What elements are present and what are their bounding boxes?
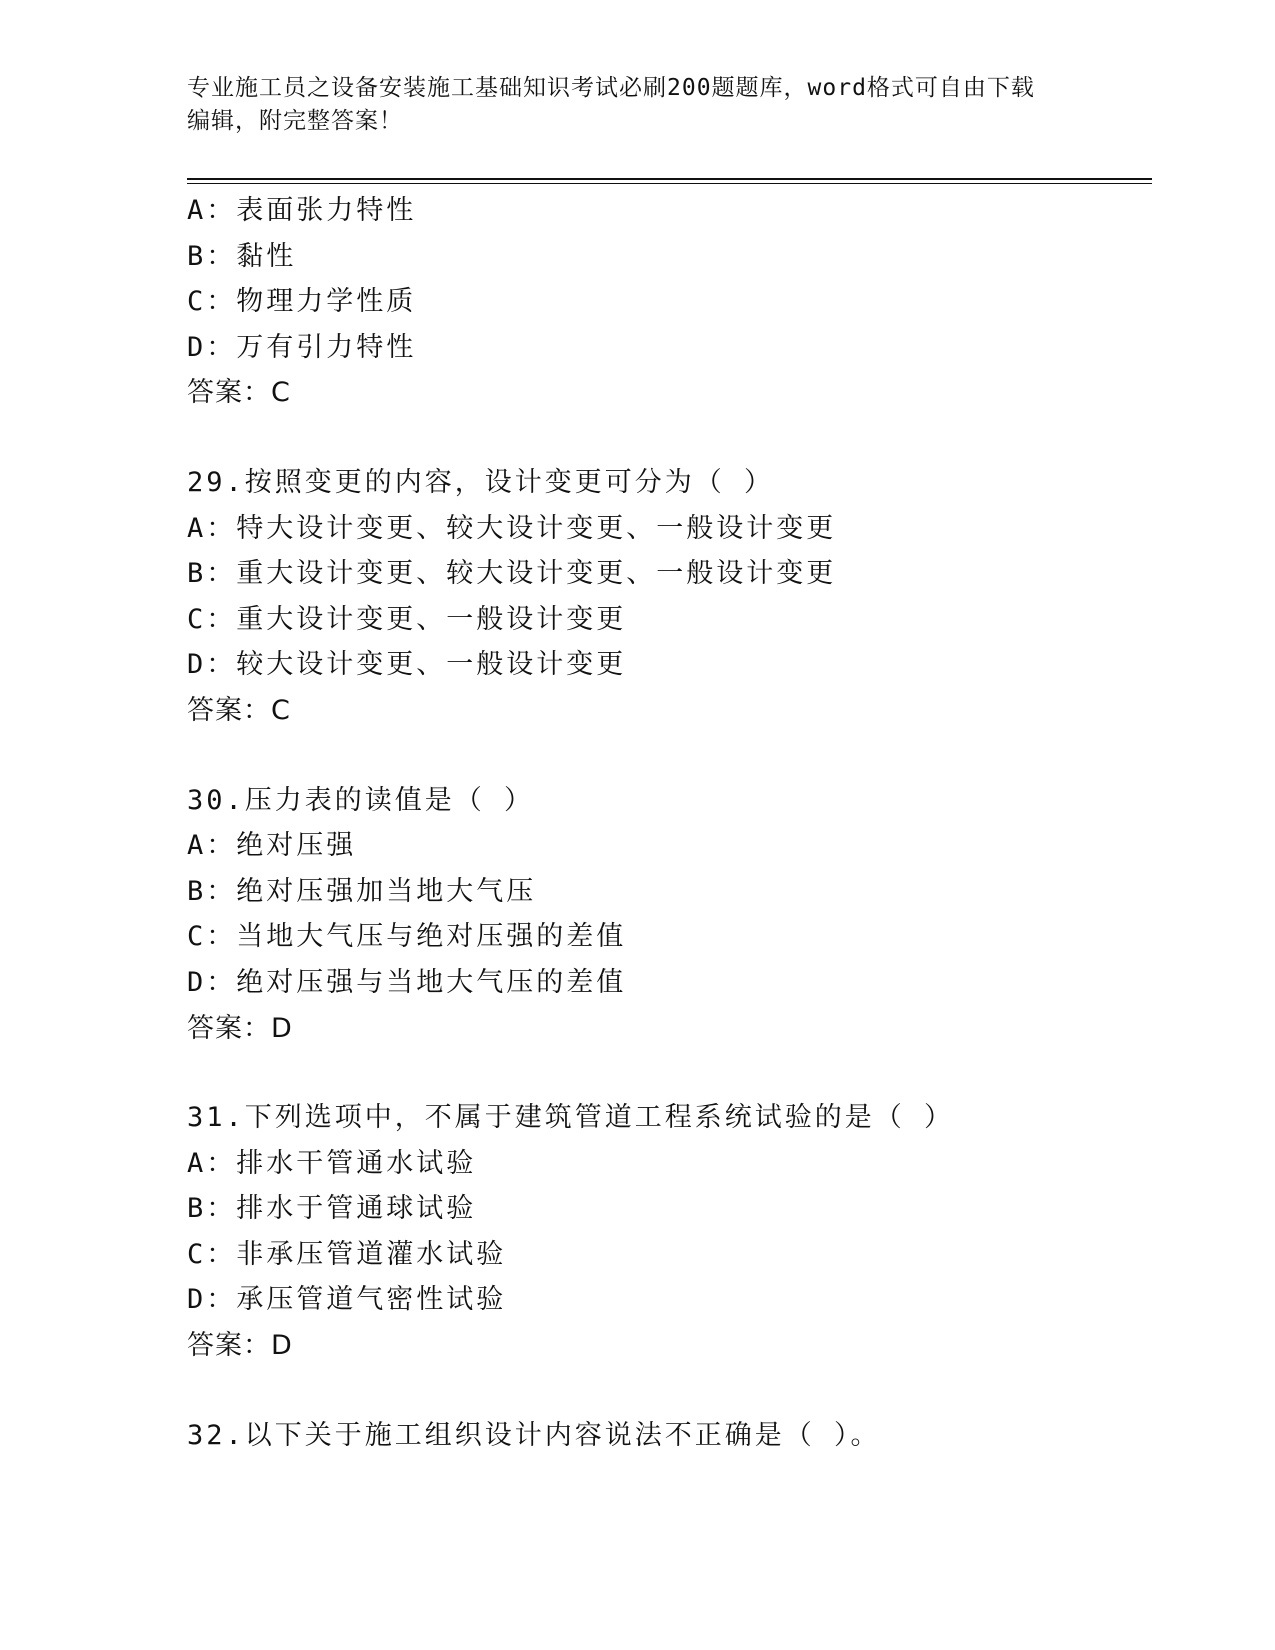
option-c: C：物理力学性质 <box>187 286 417 318</box>
option-d: D：较大设计变更、一般设计变更 <box>187 649 627 681</box>
question-block-31 <box>187 1095 1152 1369</box>
document-header <box>187 72 1067 138</box>
option-c: C：非承压管道灌水试验 <box>187 1238 507 1270</box>
option-b: B：黏性 <box>187 240 297 272</box>
answer-line: 答案：D <box>187 1330 293 1362</box>
header-line-2: 编辑，附完整答案！ <box>187 108 403 134</box>
question-title: 32.以下关于施工组织设计内容说法不正确是（ ）。 <box>187 1419 881 1451</box>
answer-line: 答案：C <box>187 377 291 409</box>
header-line-1: 专业施工员之设备安装施工基础知识考试必刷200题题库，word格式可自由下载 <box>187 75 1035 101</box>
question-title: 29.按照变更的内容，设计变更可分为（ ） <box>187 466 775 498</box>
question-block-28 <box>187 188 1152 416</box>
option-a: A：表面张力特性 <box>187 195 417 226</box>
header-divider-thick <box>187 178 1152 180</box>
question-list <box>187 188 1152 1458</box>
question-block-32 <box>187 1413 1152 1459</box>
question-title: 30.压力表的读值是（ ） <box>187 784 535 816</box>
option-c: C：当地大气压与绝对压强的差值 <box>187 921 627 953</box>
option-d: D：万有引力特性 <box>187 331 417 363</box>
option-c: C：重大设计变更、一般设计变更 <box>187 603 627 635</box>
option-b: B：重大设计变更、较大设计变更、一般设计变更 <box>187 558 837 590</box>
option-d: D：承压管道气密性试验 <box>187 1284 507 1316</box>
option-d: D：绝对压强与当地大气压的差值 <box>187 966 627 998</box>
question-block-30 <box>187 778 1152 1052</box>
option-b: B：排水于管通球试验 <box>187 1193 477 1225</box>
answer-line: 答案：C <box>187 694 291 726</box>
option-a: A：特大设计变更、较大设计变更、一般设计变更 <box>187 512 837 544</box>
question-block-29 <box>187 460 1152 734</box>
option-b: B：绝对压强加当地大气压 <box>187 875 537 907</box>
header-divider-thin <box>187 183 1152 184</box>
question-title: 31.下列选项中，不属于建筑管道工程系统试验的是（ ） <box>187 1102 955 1134</box>
option-a: A：排水干管通水试验 <box>187 1147 477 1179</box>
answer-line: 答案：D <box>187 1012 293 1044</box>
option-a: A：绝对压强 <box>187 830 357 862</box>
